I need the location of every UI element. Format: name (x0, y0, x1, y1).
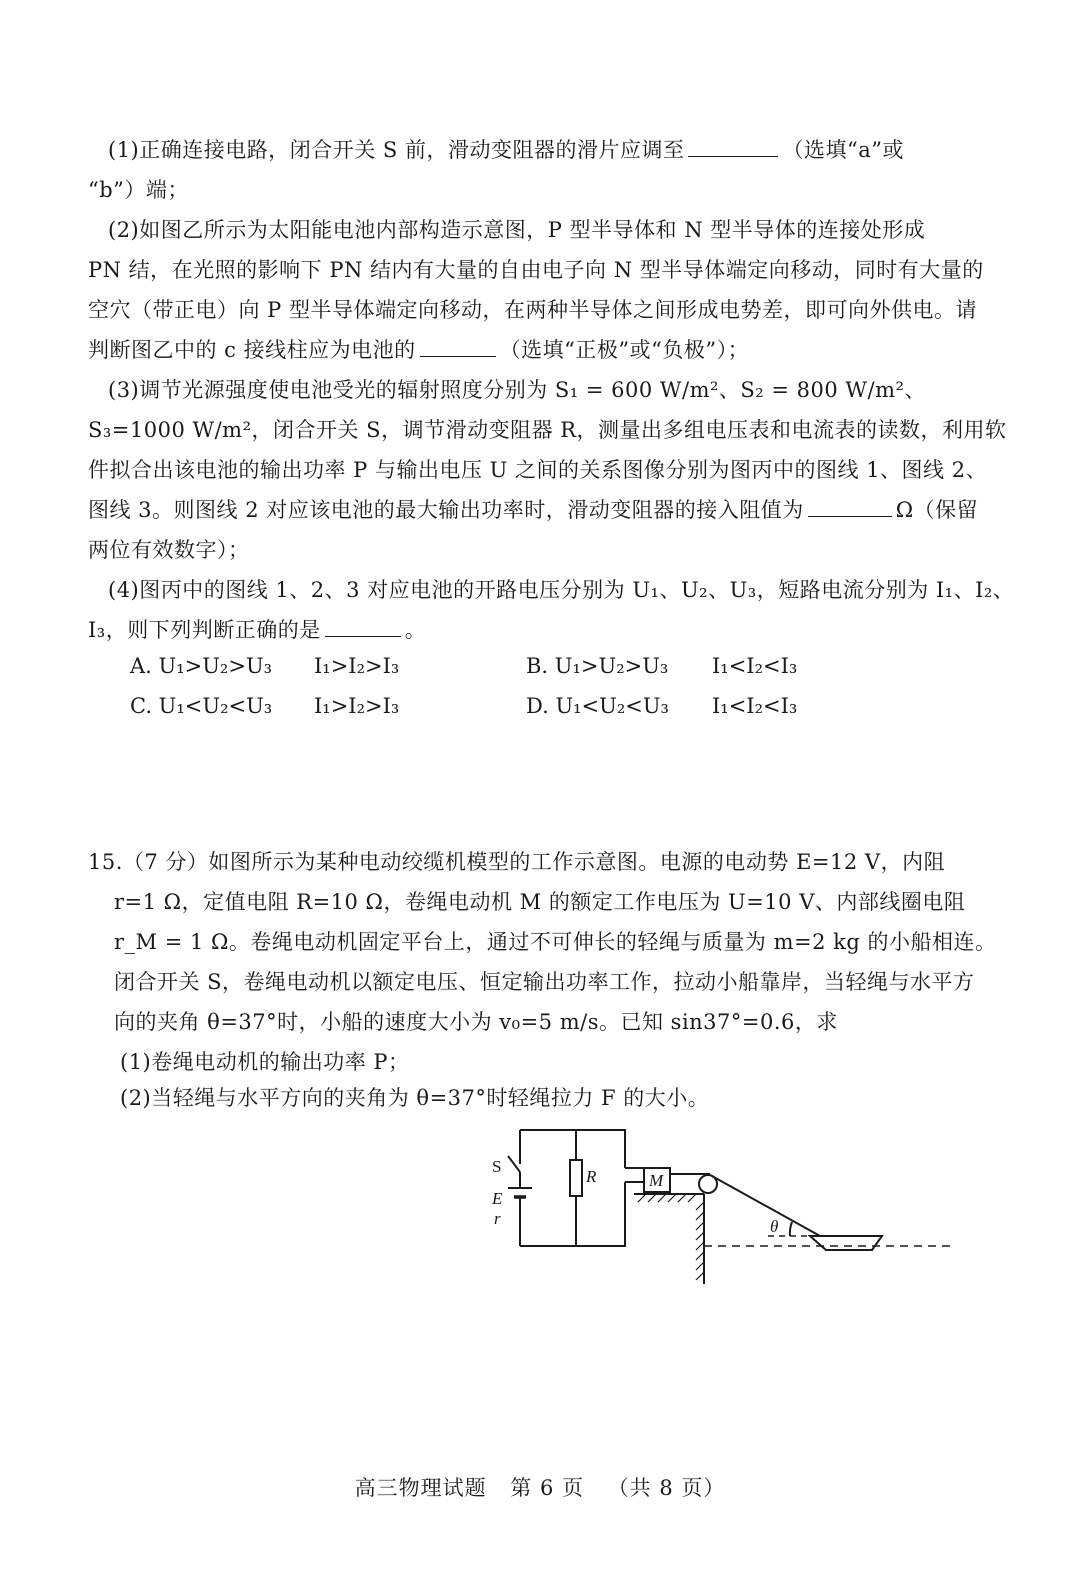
angle-arc (790, 1222, 792, 1236)
motor-label: M (649, 1171, 664, 1190)
text: (2)如图乙所示为太阳能电池内部构造示意图，P 型半导体和 N 型半导体的连接处形成 (108, 218, 926, 242)
option-b-current (712, 652, 797, 680)
platform-hatching (638, 1194, 704, 1280)
text: (1)卷绳电动机的输出功率 P； (120, 1050, 410, 1074)
q15-line1 (88, 848, 945, 876)
wire (520, 1130, 625, 1168)
q15-line4 (114, 968, 975, 996)
option-voltage: C. U₁<U₂<U₃ (130, 694, 273, 718)
text: 件拟合出该电池的输出功率 P 与输出电压 U 之间的关系图像分别为图丙中的图线 1、图线 2、 (88, 458, 988, 482)
footer-total: （共 8 页） (607, 1476, 726, 1500)
q15-sub1 (120, 1048, 410, 1076)
text: r_M = 1 Ω。卷绳电动机固定平台上，通过不可伸长的轻绳与质量为 m=2 kg 的小船相连。 (114, 930, 997, 954)
wire (520, 1202, 625, 1246)
option-voltage: B. U₁>U₂>U₃ (526, 654, 669, 678)
switch-label: S (492, 1157, 502, 1176)
option-d[interactable] (526, 692, 669, 720)
text: 空穴（带正电）向 P 型半导体端定向移动，在两种半导体之间形成电势差，即可向外供电。请 (88, 298, 977, 322)
q14-part3-line1 (108, 376, 926, 404)
text: 判断图乙中的 c 接线柱应为电池的 (88, 338, 416, 362)
text: （选填“正极”或“负极”）； (499, 338, 750, 362)
resistor (570, 1160, 582, 1196)
q14-part3-line3 (88, 456, 987, 484)
text: 图线 3。则图线 2 对应该电池的最大输出功率时，滑动变阻器的接入阻值为 (88, 498, 804, 522)
q15-line2 (114, 888, 965, 916)
option-a-current (314, 652, 399, 680)
text: Ω（保留 (895, 498, 979, 522)
option-c[interactable] (130, 692, 272, 720)
answer-blank[interactable] (420, 336, 496, 357)
q14-part3-line2 (88, 416, 1007, 444)
winch-circuit-figure (480, 1118, 960, 1288)
text: 。 (404, 618, 427, 642)
q14-part1-line1 (108, 136, 904, 164)
option-current: I₁<I₂<I₃ (712, 654, 798, 678)
option-c-current (314, 692, 399, 720)
text: “b”）端； (88, 178, 189, 202)
q15-line3 (114, 928, 997, 956)
q14-part4-line1 (108, 576, 1014, 604)
emf-label: E (492, 1189, 503, 1208)
option-b[interactable] (526, 652, 668, 680)
q15-line5 (114, 1008, 838, 1036)
footer-page: 第 6 页 (510, 1476, 584, 1500)
option-current: I₁<I₂<I₃ (712, 694, 798, 718)
q14-part2-line4 (88, 336, 749, 364)
text: (3)调节光源强度使电池受光的辐射照度分别为 S₁ = 600 W/m²、S₂ = 800 W/m²、 (108, 378, 926, 402)
q15-sub2 (120, 1084, 709, 1112)
text: (2)当轻绳与水平方向的夹角为 θ=37°时轻绳拉力 F 的大小。 (120, 1086, 710, 1110)
text: 两位有效数字）； (88, 538, 250, 562)
option-d-current (712, 692, 797, 720)
q14-part1-line2 (88, 176, 189, 204)
q14-part4-line2 (88, 616, 426, 644)
text: S₃=1000 W/m²，闭合开关 S，调节滑动变阻器 R，测量出多组电压表和电流表的读数，利用软 (88, 418, 1007, 442)
option-a[interactable] (130, 652, 272, 680)
answer-blank[interactable] (808, 496, 892, 517)
option-current: I₁>I₂>I₃ (314, 654, 400, 678)
q14-part2-line2 (88, 256, 984, 284)
text: r=1 Ω，定值电阻 R=10 Ω，卷绳电动机 M 的额定工作电压为 U=10 V、内部线圈电阻 (114, 890, 966, 914)
text: （选填“a”或 (782, 138, 904, 162)
q14-part3-line4 (88, 496, 978, 524)
q14-part3-line5 (88, 536, 250, 564)
option-voltage: D. U₁<U₂<U₃ (526, 694, 669, 718)
rope (712, 1176, 820, 1236)
page-footer (0, 1472, 1080, 1502)
answer-blank[interactable] (688, 136, 778, 157)
q14-part2-line3 (88, 296, 977, 324)
text: 闭合开关 S，卷绳电动机以额定电压、恒定输出功率工作，拉动小船靠岸，当轻绳与水平方 (114, 970, 975, 994)
text: PN 结，在光照的影响下 PN 结内有大量的自由电子向 N 型半导体端定向移动，同时有大量的 (88, 258, 984, 282)
switch-blade (508, 1156, 520, 1172)
text: (1)正确连接电路，闭合开关 S 前，滑动变阻器的滑片应调至 (108, 138, 685, 162)
boat (810, 1236, 882, 1250)
angle-label: θ (770, 1217, 779, 1236)
text: 向的夹角 θ=37°时，小船的速度大小为 v₀=5 m/s。已知 sin37°=0.6，求 (114, 1010, 838, 1034)
text: 15.（7 分）如图所示为某种电动绞缆机模型的工作示意图。电源的电动势 E=12 V，内阻 (88, 850, 946, 874)
resistor-label: R (586, 1167, 597, 1186)
answer-blank[interactable] (325, 616, 401, 637)
option-voltage: A. U₁>U₂>U₃ (130, 654, 273, 678)
footer-subject: 高三物理试题 (354, 1476, 487, 1500)
text: (4)图丙中的图线 1、2、3 对应电池的开路电压分别为 U₁、U₂、U₃，短路电流分别为 I₁、I₂、 (108, 578, 1015, 602)
text: I₃，则下列判断正确的是 (88, 618, 321, 642)
q14-part2-line1 (108, 216, 925, 244)
option-current: I₁>I₂>I₃ (314, 694, 400, 718)
internal-resistance-label: r (494, 1209, 501, 1228)
